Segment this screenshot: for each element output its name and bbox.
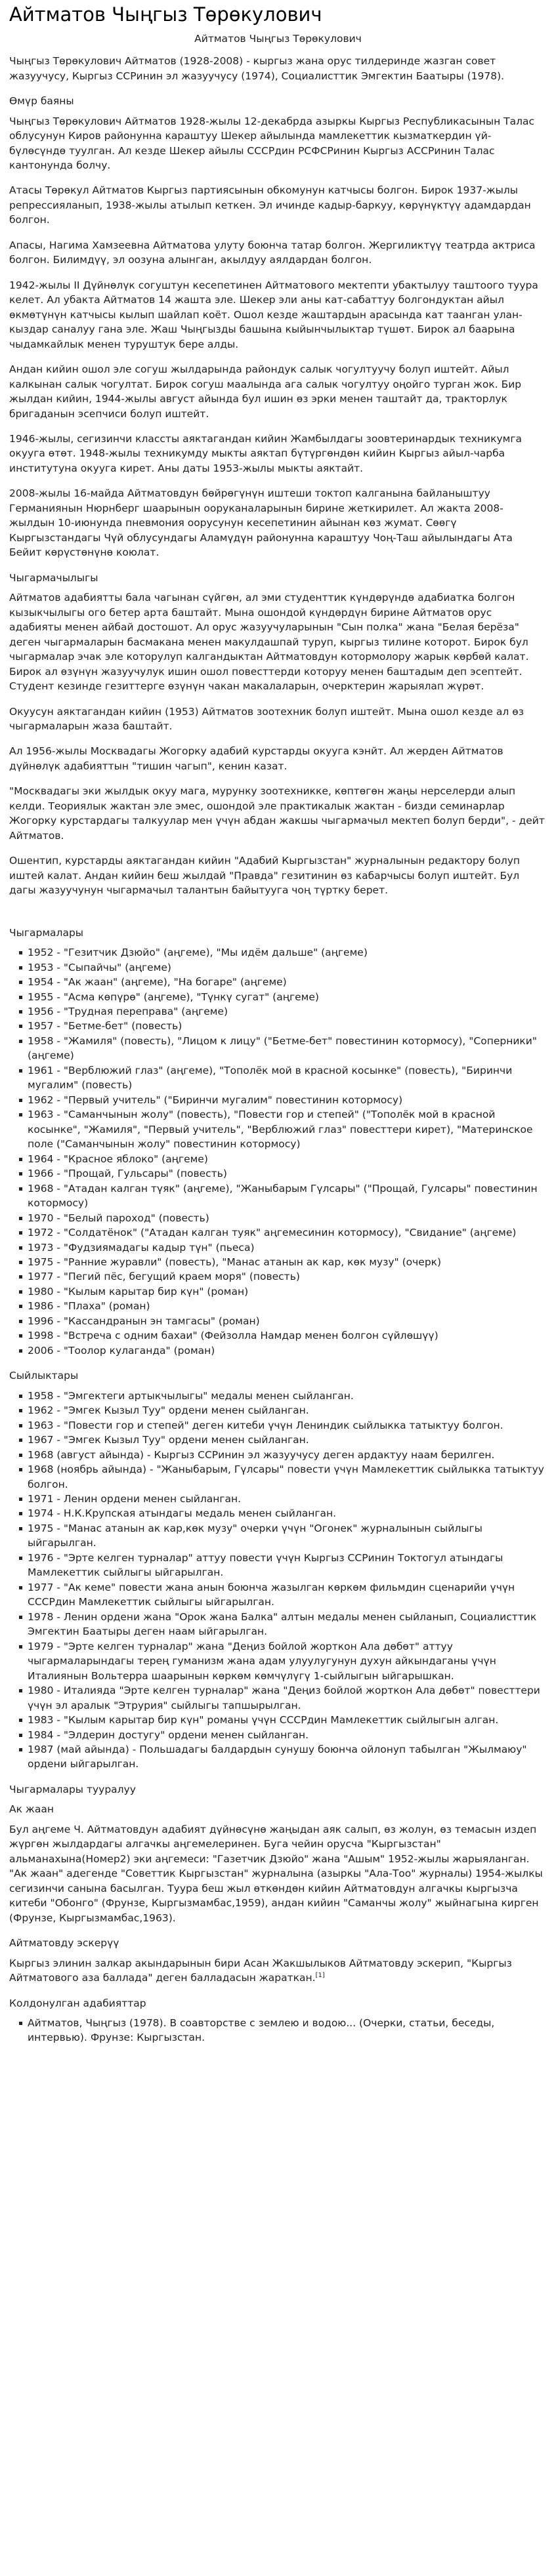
- biography-paragraph: Атасы Төрөкул Айтматов Кыргыз партиясынын обкомунун катчысы болгон. Бирок 1937-жылы репрессияланып, 1938-жылы атылып кеткен. Эл ичинде кадыр-баркуу, көрүнүктүү адамдардан болгон.: [9, 184, 531, 226]
- awards-list-item: 1962 - "Эмгек Кызыл Туу" ордени менен сыйланган.: [28, 1403, 547, 1418]
- creative-paragraph: Окуусун аяктагандан кийин (1953) Айтматов зоотехник болуп иштейт. Мына ошол кезде ал өз чыгармаларын жаза баштайт.: [9, 705, 524, 732]
- page-title: Айтматов Чыңгыз Төрөкулович: [9, 3, 322, 26]
- ak-jaan-heading: Ак жаан: [9, 1803, 54, 1816]
- creative-work-heading: Чыгармачылыгы: [9, 571, 98, 584]
- works-list-item: 1970 - "Белый пароход" (повесть): [28, 1211, 547, 1225]
- biography-heading: Өмүр баяны: [9, 95, 74, 108]
- creative-paragraph: Ал 1956-жылы Москвадагы Жогорку адабий курстарды окууга кэнйт. Ал жерден Айтматов дүйнөлүк адабияттын "тишин чагып", кенин казат.: [9, 745, 503, 772]
- biography-paragraph: Апасы, Нагима Хамзеевна Айтматова улуту боюнча татар болгон. Жергиликтүү театрда актриса болгон. Билимдүү, эл оозуна алынган, акылдуу аялдардан болгон.: [9, 239, 536, 266]
- works-list-item: 1958 - "Жамиля" (повесть), "Лицом к лицу" ("Бетме-бет" повестинин котормосу), "Соперники" (аңгеме): [28, 1034, 547, 1063]
- biography-paragraph: 1946-жылы, сегизинчи классты аяктагандан кийин Жамбылдагы зоовтеринардык техникумга окууга өтөт. 1948-жылы техникумду мыкты аяктап бүтүргөндөн кийин Кыргыз айыл-чарба институтуна окууга кирет. Аны даты 1953-жылы мыкты аяктайт.: [9, 433, 523, 474]
- awards-list-item: 1971 - Ленин ордени менен сыйланган.: [28, 1492, 547, 1506]
- works-list-item: 1963 - "Саманчынын жолу" (повесть), "Повести гор и степей" ("Тополёк мой в красной косынке", "Жамиля", "Первый учитель", "Верблюжий глаз" повесттери кирет), "Материнское поле ("Саманчынын жолу" повестинин котормосу): [28, 1107, 547, 1151]
- awards-list-item: 1975 - "Манас атанын ак кар,көк музу" очерки үчүн "Огонек" журналынын сыйлыгы ыйгарылган.: [28, 1521, 547, 1551]
- awards-list-item: 1974 - Н.К.Крупская атындагы медаль менен сыйланган.: [28, 1506, 547, 1521]
- works-list-item: 1962 - "Первый учитель" ("Биринчи мугалим" повестинин котормосу): [28, 1093, 547, 1107]
- creative-work-section: [9, 590, 547, 897]
- sources-heading: Колдонулган адабияттар: [9, 1997, 146, 2009]
- footnote-ref[interactable]: [1]: [315, 1971, 325, 1979]
- awards-list-item: 1968 (ноябрь айында) - "Жаныбарым, Гүлсары" повести үчүн Мамлекеттик сыйлыкка татыктуу болгон.: [28, 1462, 547, 1492]
- page-subtitle: Айтматов Чыңгыз Төрөкулович: [194, 32, 362, 45]
- awards-list-item: 1968 (август айында) - Кыргыз ССРинин эл жазуучусу деген ардактуу наам берилген.: [28, 1448, 547, 1462]
- sources-list: [9, 2016, 547, 2045]
- awards-list-item: 1978 - Ленин ордени жана "Орок жана Балка" алтын медалы менен сыйланып, Социалисттик Эмгектин Баатыры деген наам ыйгарылган.: [28, 1610, 547, 1639]
- works-list-item: 1952 - "Гезитчик Дзюйо" (аңгеме), "Мы идём дальше" (аңгеме): [28, 945, 547, 960]
- ak-jaan-paragraph: Бул аңгеме Ч. Айтматовдун адабият дүйнөсүнө жаңыдан аяк салып, өз жолун, өз темасын издеп жүргөн жылдардагы алгачкы аңгемелеринен. Буга чейин орусча "Кыргызстан" альманахына(Номер2) эки аңгемеси: "Газетчик Дзюйо" жана "Ашым" 1952-жылы жарыяланган. "Ак жаан" адегенде "Советтик Кыргызстан" журналына (азыркы "Ала-Тоо" журналы) 1954-жылкы сегизинчи санына басылган. Тууpa беш жыл өткөндөн кийин Айтматовдун алгачкы кыргызча китеби "Обонго" (Фрунзе, Кыргызмамбас,1959), андан кийин "Саманчы жолу" жыйнагына кирген (Фрунзе, Кыргызмамбас,1963).: [9, 1823, 543, 1924]
- works-list-item: 1957 - "Бетме-бет" (повесть): [28, 1019, 547, 1033]
- awards-list-item: 1976 - "Эрте келген турналар" аттуу повести үчүн Кыргыз ССРинин Токтогул атындагы Мамлекеттик сыйлыгы ыйгарылган.: [28, 1551, 547, 1580]
- works-heading: Чыгармалары: [9, 926, 84, 939]
- awards-list-item: 1977 - "Ак кеме" повести жана анын боюнча жазылган көркөм фильмдин сценарийи үчүн СССРдин Мамлекеттик сыйлыгы ыйгарылган.: [28, 1580, 547, 1610]
- biography-paragraph: Чыңгыз Төрөкулович Айтматов 1928-жылы 12-декабрда азыркы Кыргыз Республикасынын Талас облусунун Киров районунна караштуу Шекер айылында мамлекеттик кызматкердин үй-бүлөсүндө туулган. Ал кезде Шекер айылы СССРдин РСФСРинин Кыргыз АССРинин Талас кантонунда болчу.: [9, 115, 535, 171]
- works-list-item: 1996 - "Кассандранын эн тамгасы" (роман): [28, 1314, 547, 1328]
- remembrance-text: Кыргыз элинин залкар акындарынын бири Асан Жакшылыков Айтматовду эскерип, "Кыргыз Айтматового аза балладa" деген балладасын жараткан.: [9, 1957, 512, 1984]
- works-list-item: 1973 - "Фудзиямадагы кадыр түн" (пьеса): [28, 1240, 547, 1255]
- creative-paragraph: Ошентип, курстарды аяктагандан кийин "Адабий Кыргызстан" журналынын редактору болуп иштей калат. Андан кийин беш жылдай "Правда" гезитинин өз кабарчысы болуп иштейт. Бул дагы жазуучунун чыгармачыл талантын байытууга чоң түртку берет.: [9, 855, 521, 897]
- creative-paragraph: Айтматов адабиятты бала чагынан сүйгөн, ал эми студенттик күндөрүндө адабиатка болгон кызыкчылыгы ого бетер арта баштайт. Мына ошондой күндөрдүн бирине Айтматов орус адабияты менен айбай достошот. Ал орус жазуучуларынын "Сын полка" жана "Белая берёза" деген чыгармаларын басмакана менен макулдашпай туруп, кыргыз тилине которот. Бирок бул чыгармалар эчак эле которулуп калгандыктан Айтматовдун котормолору жарык көрбөй калат. Бирок ал өзүнүн жазуучулук ишин ошол повесттерди которуу менен баштадым деп эсептейт. Студент кезинде гезиттерге өзүнүн чакан макалаларын, очерктерин жарыялап жүрөт.: [9, 592, 529, 693]
- remembrance-paragraph: [9, 1956, 547, 1986]
- works-list-item: 1972 - "Солдатёнок" ("Атадан калган туяк" аңгемесинин котормосу), "Свидание" (аңгеме): [28, 1225, 547, 1240]
- biography-paragraph: 1942-жылы II Дүйнөлүк согуштун кесепетинен Айтматового мектепти убактылуу таштоого туура келет. Ал убакта Айтматов 14 жашта эле. Шекер эли аны кат-сабаттуу болгондуктан айыл өкмөтүнүн катчысы кылып шайлап коёт. Ошол кезде жаштардын арасында кат таанган улан-кыздар саналуу гана эле. Жаш Чыңгызды башына кыйынчылыктар түшөт. Бирок ал баарына чыдамкайлык менен туруштук берe алды.: [9, 279, 538, 350]
- awards-heading: Сыйлыктары: [9, 1370, 79, 1382]
- awards-list-item: 1958 - "Эмгектеги артыкчылыгы" медалы менен сыйланган.: [28, 1389, 547, 1403]
- works-list-item: 1966 - "Прощай, Гульсары" (повесть): [28, 1166, 547, 1181]
- biography-section: [9, 114, 547, 560]
- works-list-item: 1964 - "Красное яблоко" (аңгеме): [28, 1152, 547, 1166]
- works-list-item: 1953 - "Сыпайчы" (аңгеме): [28, 960, 547, 975]
- sources-list-item: Айтматов, Чыңгыз (1978). В соавторстве с землею и водою... (Очерки, статьи, беседы, интервью). Фрунзе: Кыргызстан.: [28, 2016, 547, 2045]
- awards-list-item: 1979 - "Эрте келген турналар" жана "Деңиз бойлой жорткон Ала дөбөт" аттуу чыгармаларындагы терең гуманизм жана адам улуулугунун духун айкындаганы үчүн Италиянын Вольтерра шаарынын көркөм көмчүлүгү 1-сыйлыгын ыйгарышкан.: [28, 1639, 547, 1683]
- works-list-item: 1986 - "Плаха" (роман): [28, 1299, 547, 1313]
- remembrance-heading: Айтматовду эскерүү: [9, 1937, 119, 1950]
- awards-list-item: 1980 - Италияда "Эрте келген турналар" жана "Деңиз бойлой жорткон Ала дөбөт" повесттери үчүн эл аралык "Этрурия" сыйлыгы тапшырылган.: [28, 1683, 547, 1713]
- works-list-item: 2006 - "Тоолор кулаганда" (роман): [28, 1343, 547, 1358]
- biography-paragraph: 2008-жылы 16-майда Айтматовдун бөйрөгүнүн иштеши токтоп калганына байланыштуу Германиянын Нюрнберг шаарынын ооруканаларынын бирине жеткирилет. Ал жакта 2008-жылдын 10-июнунда пневмония оорусунун кесепетинин айынан көз жумат. Сөөгү Кыргызстандагы Чүй облусундагы Аламүдүн районунна караштуу Чоң-Таш айылындагы Ата Бейит көрүстөнүнө коюлат.: [9, 487, 513, 559]
- works-list-item: 1977 - "Пегий пёс, бегущий краем моря" (повесть): [28, 1269, 547, 1284]
- awards-list-item: 1984 - "Элдерин достугу" ордени менен сыйланган.: [28, 1728, 547, 1742]
- intro-paragraph: Чыңгыз Төрөкулович Айтматов (1928-2008) - кыргыз жана орус тилдеринде жазган совет жазуучусу, Кыргыз ССРинин эл жазуучусу (1974), Социалисттик Эмгектин Баатыры (1978).: [9, 55, 505, 82]
- about-works-heading: Чыгармалары тууралуу: [9, 1783, 136, 1795]
- works-list-item: 1956 - "Трудная переправа" (аңгеме): [28, 1004, 547, 1019]
- awards-list-item: 1963 - "Повести гор и степей" деген китеби үчүн Лениндик сыйлыкка татыктуу болгон.: [28, 1418, 547, 1433]
- works-list-item: 1980 - "Кылым карытар бир күн" (роман): [28, 1284, 547, 1299]
- works-list-item: 1975 - "Ранние журавли" (повесть), "Манас атанын ак кар, көк музу" (очерк): [28, 1255, 547, 1269]
- awards-list-item: 1967 - "Эмгек Кызыл Туу" ордени менен сыйланган.: [28, 1433, 547, 1447]
- biography-paragraph: Андан кийин ошол эле согуш жылдарында райондук салык чогултуучу болуп иштейт. Айыл калкынан салык чогултат. Бирок согуш маалында ага салык чогултуу оңойго турган жок. Бир жылдан кийин, 1944-жылы август айында бул ишин өз эрки менен таштайт да, тракторлук бригаданын эсепчиси болуп иштейт.: [9, 363, 522, 420]
- works-list-item: 1968 - "Атадан калган түяк" (аңгеме), "Жаныбарым Гүлсары" ("Прощай, Гулсары" повестинин котормосу): [28, 1181, 547, 1211]
- creative-paragraph: "Москвадагы эки жылдык окуу мага, мурунку зоотехникке, көптөгөн жаңы нерселерди алып келди. Теориялык жактан эле эмес, ошондой эле практикалык жактан - бизди семинарлар Жогорку курстардагы талкуулар мен үчүн абдан жакшы чыгармачыл мектеп болуп берди", - дейт Айтматов.: [9, 785, 545, 842]
- awards-list-item: 1983 - "Кылым карытар бир күн" романы үчүн СССРдин Мамлекеттик сыйлыгын алган.: [28, 1713, 547, 1727]
- section-spacer: [9, 909, 547, 926]
- works-list-item: 1998 - "Встреча с одним бахаи" (Фейзолла Намдар менен болгон сүйлөшүү): [28, 1328, 547, 1343]
- works-list-item: 1961 - "Верблюжий глаз" (аңгеме), "Тополёк мой в красной косынке" (повесть), "Биринчи мугалим" (повесть): [28, 1063, 547, 1093]
- awards-list-item: 1987 (май айында) - Польшадагы балдардын сунушу боюнча ойлонуп табылган "Жылмаюу" ордени ыйгарылган.: [28, 1742, 547, 1772]
- works-list-item: 1955 - "Асма көпүрө" (аңгеме), "Түнкү сугат" (аңгеме): [28, 990, 547, 1004]
- works-list: [9, 945, 547, 1358]
- works-list-item: 1954 - "Ак жаан" (аңгеме), "На богаре" (аңгеме): [28, 975, 547, 989]
- awards-list: [9, 1389, 547, 1772]
